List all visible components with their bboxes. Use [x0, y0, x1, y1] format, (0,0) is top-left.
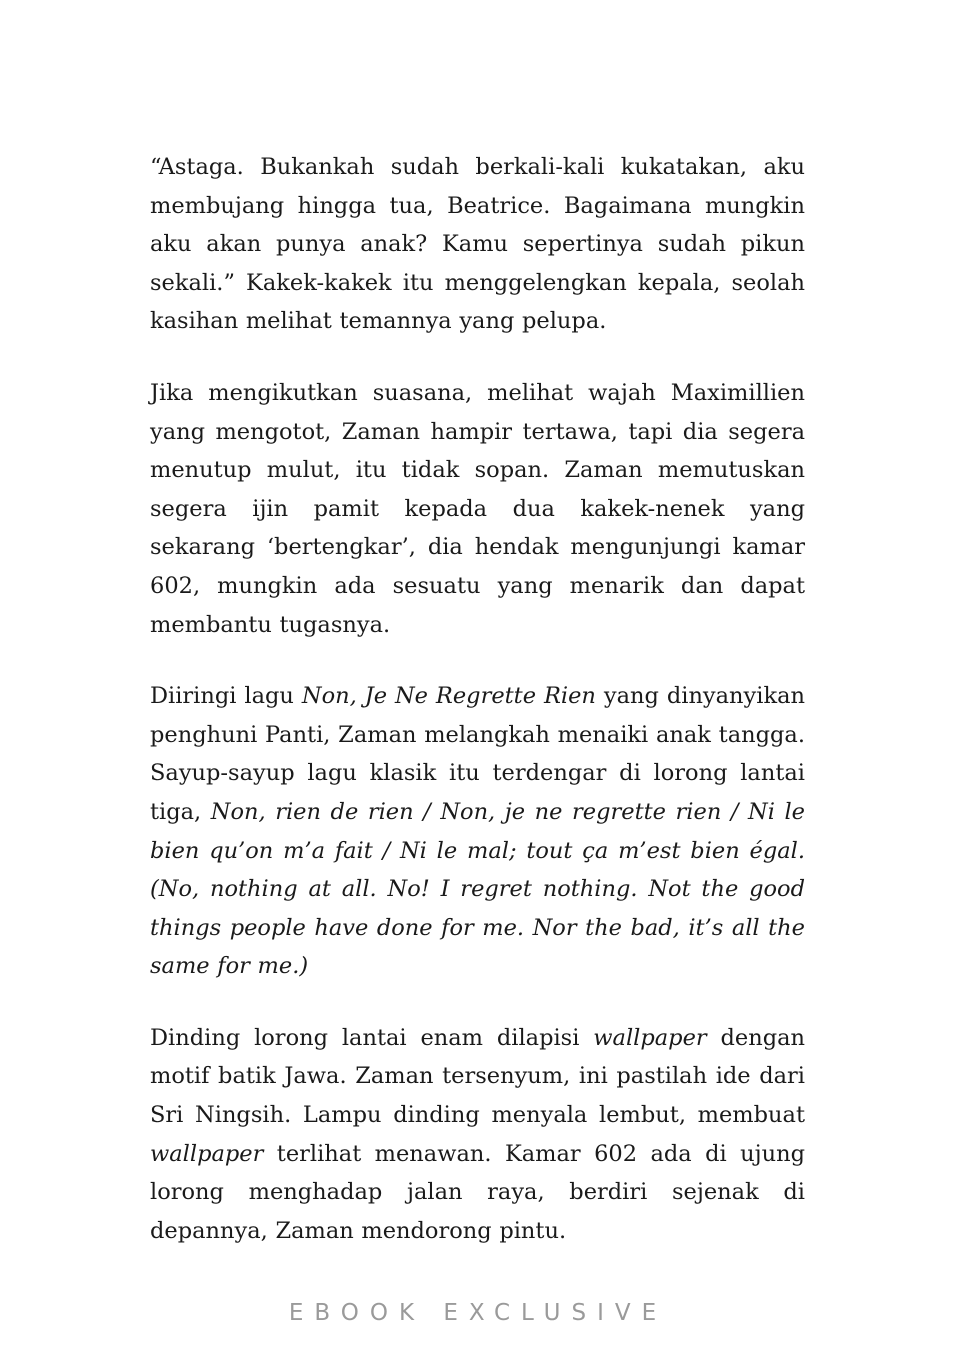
paragraph-1: [150, 148, 805, 341]
paragraph-3: [150, 677, 805, 986]
song-title: Non, Je Ne Regrette Rien: [301, 683, 596, 710]
paragraph-4: [150, 1019, 805, 1251]
italic-term: wallpaper: [593, 1024, 707, 1051]
paragraph-2: [150, 374, 805, 644]
song-lyrics: Non, rien de rien / Non, je ne regrette rien / Ni le bien qu’on m’a fait / Ni le mal; tout ça m’est bien égal. (No, nothing at all. No! I regret nothing. Not the good things people have done for me. Nor the bad, it’s all the same for me.): [150, 798, 805, 980]
paragraph-text: yang dinyanyikan penghuni Panti, Zaman melangkah menaiki anak tangga. Sayup-sayup lagu klasik itu terdengar di lorong lantai tiga,: [150, 683, 805, 825]
paragraph-text: Dinding lorong lantai enam dilapisi: [150, 1024, 594, 1051]
paragraph-text: Jika mengikutkan suasana, melihat wajah Maximillien yang mengotot, Zaman hampir tertawa, tapi dia segera menutup mulut, itu tidak sopan. Zaman memutuskan segera ijin pamit kepada dua kakek-nenek yang sekarang ‘bertengkar’, dia hendak mengunjungi kamar 602, mungkin ada sesuatu yang menarik dan dapat membantu tugasnya.: [150, 379, 805, 638]
paragraph-text: “Astaga. Bukankah sudah berkali-kali kukatakan, aku membujang hingga tua, Beatrice. Bagaimana mungkin aku akan punya anak? Kamu sepertinya sudah pikun sekali.” Kakek-kakek itu menggelengkan kepala, seolah kasihan melihat temannya yang pelupa.: [150, 154, 805, 335]
book-page-body: [150, 148, 805, 1283]
paragraph-text: dengan motif batik Jawa. Zaman tersenyum, ini pastilah ide dari Sri Ningsih. Lampu dinding menyala lembut, membuat: [150, 1024, 806, 1129]
italic-term: wallpaper: [150, 1140, 264, 1167]
footer-watermark: EBOOK EXCLUSIVE: [288, 1300, 668, 1326]
paragraph-text: terlihat menawan. Kamar 602 ada di ujung lorong menghadap jalan raya, berdiri sejenak di depannya, Zaman mendorong pintu.: [150, 1140, 805, 1244]
paragraph-text: Diiringi lagu: [150, 683, 302, 710]
